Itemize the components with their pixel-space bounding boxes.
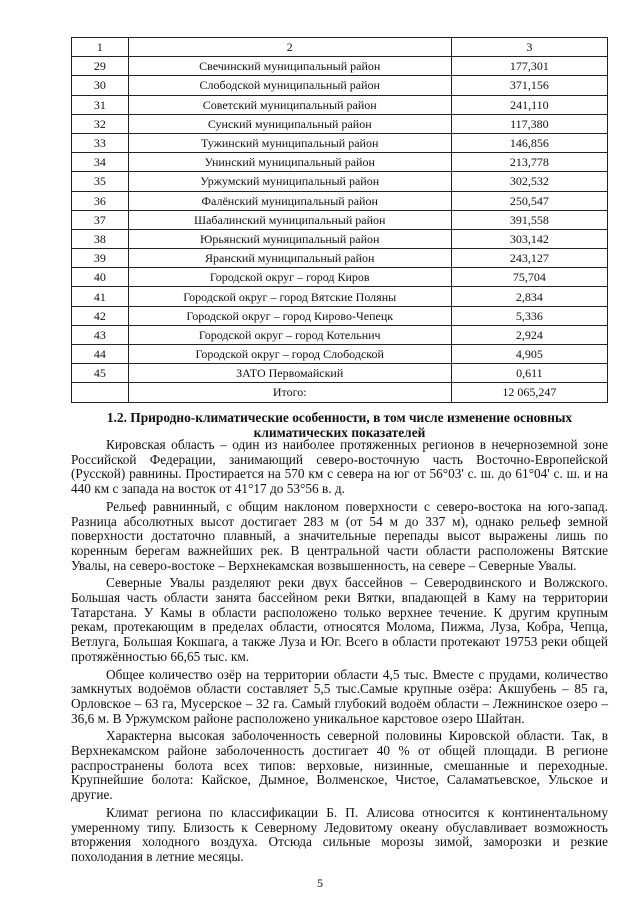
district-value: 213,778 [451, 153, 607, 172]
table-row [72, 364, 608, 383]
row-number: 35 [72, 172, 129, 191]
districts-area-table [71, 37, 608, 403]
district-name: Городской округ – город Кирово-Чепецк [128, 306, 451, 325]
total-value: 12 065,247 [451, 383, 607, 402]
row-number: 31 [72, 95, 129, 114]
row-number: 34 [72, 153, 129, 172]
district-name: Городской округ – город Слободской [128, 345, 451, 364]
district-value: 250,547 [451, 191, 607, 210]
row-number: 33 [72, 133, 129, 152]
paragraph: Северные Увалы разделяют реки двух бассейнов – Северодвинского и Волжского. Большая часть области занята бассейном реки Вятки, впадающей в Каму на территории Татарстана. У Камы в области расположено только верхнее течение. К другим крупным рекам, протекающим в пределах области, относятся Молома, Пижма, Луза, Кобра, Чепца, Ветлуга, Большая Кокшага, а также Луза и Юг. Всего в области протекают 19753 реки общей протяжённостью 66,65 тыс. км. [71, 575, 608, 664]
row-number: 38 [72, 229, 129, 248]
district-value: 5,336 [451, 306, 607, 325]
column-header-3: 3 [451, 38, 607, 57]
row-number: 40 [72, 268, 129, 287]
district-name: Городской округ – город Вятские Поляны [128, 287, 451, 306]
district-value: 117,380 [451, 114, 607, 133]
district-value: 303,142 [451, 229, 607, 248]
table-total-row [72, 383, 608, 402]
row-number: 30 [72, 76, 129, 95]
paragraph: Рельеф равнинный, с общим наклоном поверхности с северо-востока на юго-запад. Разница абсолютных высот достигает 283 м (от 54 м до 337 м), однако рельеф земной поверхности достаточно плавный, а значительные перепады высот выражены лишь по коренным берегам важнейших рек. В центральной части области расположены Вятские Увалы, на северо-востоке – Верхнекамская возвышенность, на севере – Северные Увалы. [71, 498, 608, 573]
district-value: 4,905 [451, 345, 607, 364]
column-header-2: 2 [128, 38, 451, 57]
table-row [72, 268, 608, 287]
row-number: 42 [72, 306, 129, 325]
paragraph: Кировская область – один из наиболее протяженных регионов в нечерноземной зоне Российской Федерации, занимающий северо-восточную часть Восточно-Европейской (Русской) равнины. Простирается на 570 км с севера на юг от 56°03' с. ш. до 61°04' с. ш. и на 440 км с запада на восток от 41°17 до 53°56 в. д. [71, 437, 608, 497]
district-value: 146,856 [451, 133, 607, 152]
table-row [72, 287, 608, 306]
district-name: Тужинский муниципальный район [128, 133, 451, 152]
total-label: Итого: [128, 383, 451, 402]
table-row [72, 191, 608, 210]
paragraph: Характерна высокая заболоченность северной половины Кировской области. Так, в Верхнекамском районе заболоченность достигает 40 % от общей площади. В регионе распространены болота всех типов: верховые, низинные, смешанные и переходные. Крупнейшие болота: Кайское, Дымное, Волменское, Чистое, Саламатьевское, Ульское и другие. [71, 728, 608, 803]
district-name: Слободской муниципальный район [128, 76, 451, 95]
district-name: Уржумский муниципальный район [128, 172, 451, 191]
row-number: 45 [72, 364, 129, 383]
row-number: 29 [72, 57, 129, 76]
row-number: 37 [72, 210, 129, 229]
table-row [72, 57, 608, 76]
district-value: 75,704 [451, 268, 607, 287]
district-value: 2,834 [451, 287, 607, 306]
district-name: Юрьянский муниципальный район [128, 229, 451, 248]
district-value: 177,301 [451, 57, 607, 76]
district-value: 243,127 [451, 249, 607, 268]
table-row [72, 249, 608, 268]
district-name: Шабалинский муниципальный район [128, 210, 451, 229]
section-body [71, 438, 608, 868]
table-row [72, 95, 608, 114]
table-row [72, 345, 608, 364]
district-name: Городской округ – город Киров [128, 268, 451, 287]
table-row [72, 153, 608, 172]
page-number: 5 [317, 876, 323, 890]
row-number: 36 [72, 191, 129, 210]
district-name: Городской округ – город Котельнич [128, 325, 451, 344]
column-header-1: 1 [72, 38, 129, 57]
district-name: ЗАТО Первомайский [128, 364, 451, 383]
table-row [72, 76, 608, 95]
district-value: 302,532 [451, 172, 607, 191]
district-name: Свечинский муниципальный район [128, 57, 451, 76]
table-row [72, 306, 608, 325]
table-row [72, 325, 608, 344]
table-header-row [72, 38, 608, 57]
table-row [72, 133, 608, 152]
table-row [72, 210, 608, 229]
table-row [72, 229, 608, 248]
district-name: Унинский муниципальный район [128, 153, 451, 172]
paragraph: Климат региона по классификации Б. П. Алисова относится к континентальному умеренному типу. Близость к Северному Ледовитому океану обуславливает возможность вторжения холодного воздуха. Отсюда сильные морозы зимой, заморозки и резкие похолодания в летние месяцы. [71, 804, 608, 864]
row-number: 43 [72, 325, 129, 344]
district-name: Фалёнский муниципальный район [128, 191, 451, 210]
district-value: 371,156 [451, 76, 607, 95]
district-value: 2,924 [451, 325, 607, 344]
district-name: Яранский муниципальный район [128, 249, 451, 268]
paragraph: Общее количество озёр на территории области 4,5 тыс. Вместе с прудами, количество замкнутых водоёмов области составляет 5,5 тыс.Самые крупные озёра: Акшубень – 85 га, Орловское – 63 га, Мусерское – 32 га. Самый глубокий водоём области – Лежнинское озеро – 36,6 м. В Уржумском районе расположено уникальное карстовое озеро Шайтан. [71, 666, 608, 726]
row-number: 39 [72, 249, 129, 268]
row-number: 41 [72, 287, 129, 306]
table-row [72, 114, 608, 133]
district-name: Сунский муниципальный район [128, 114, 451, 133]
district-value: 0,611 [451, 364, 607, 383]
district-value: 391,558 [451, 210, 607, 229]
table-row [72, 172, 608, 191]
total-number [72, 383, 129, 402]
district-value: 241,110 [451, 95, 607, 114]
section-heading: 1.2. Природно-климатические особенности, в том числе изменение основных климатических показателей [106, 410, 573, 440]
row-number: 44 [72, 345, 129, 364]
row-number: 32 [72, 114, 129, 133]
district-name: Советский муниципальный район [128, 95, 451, 114]
